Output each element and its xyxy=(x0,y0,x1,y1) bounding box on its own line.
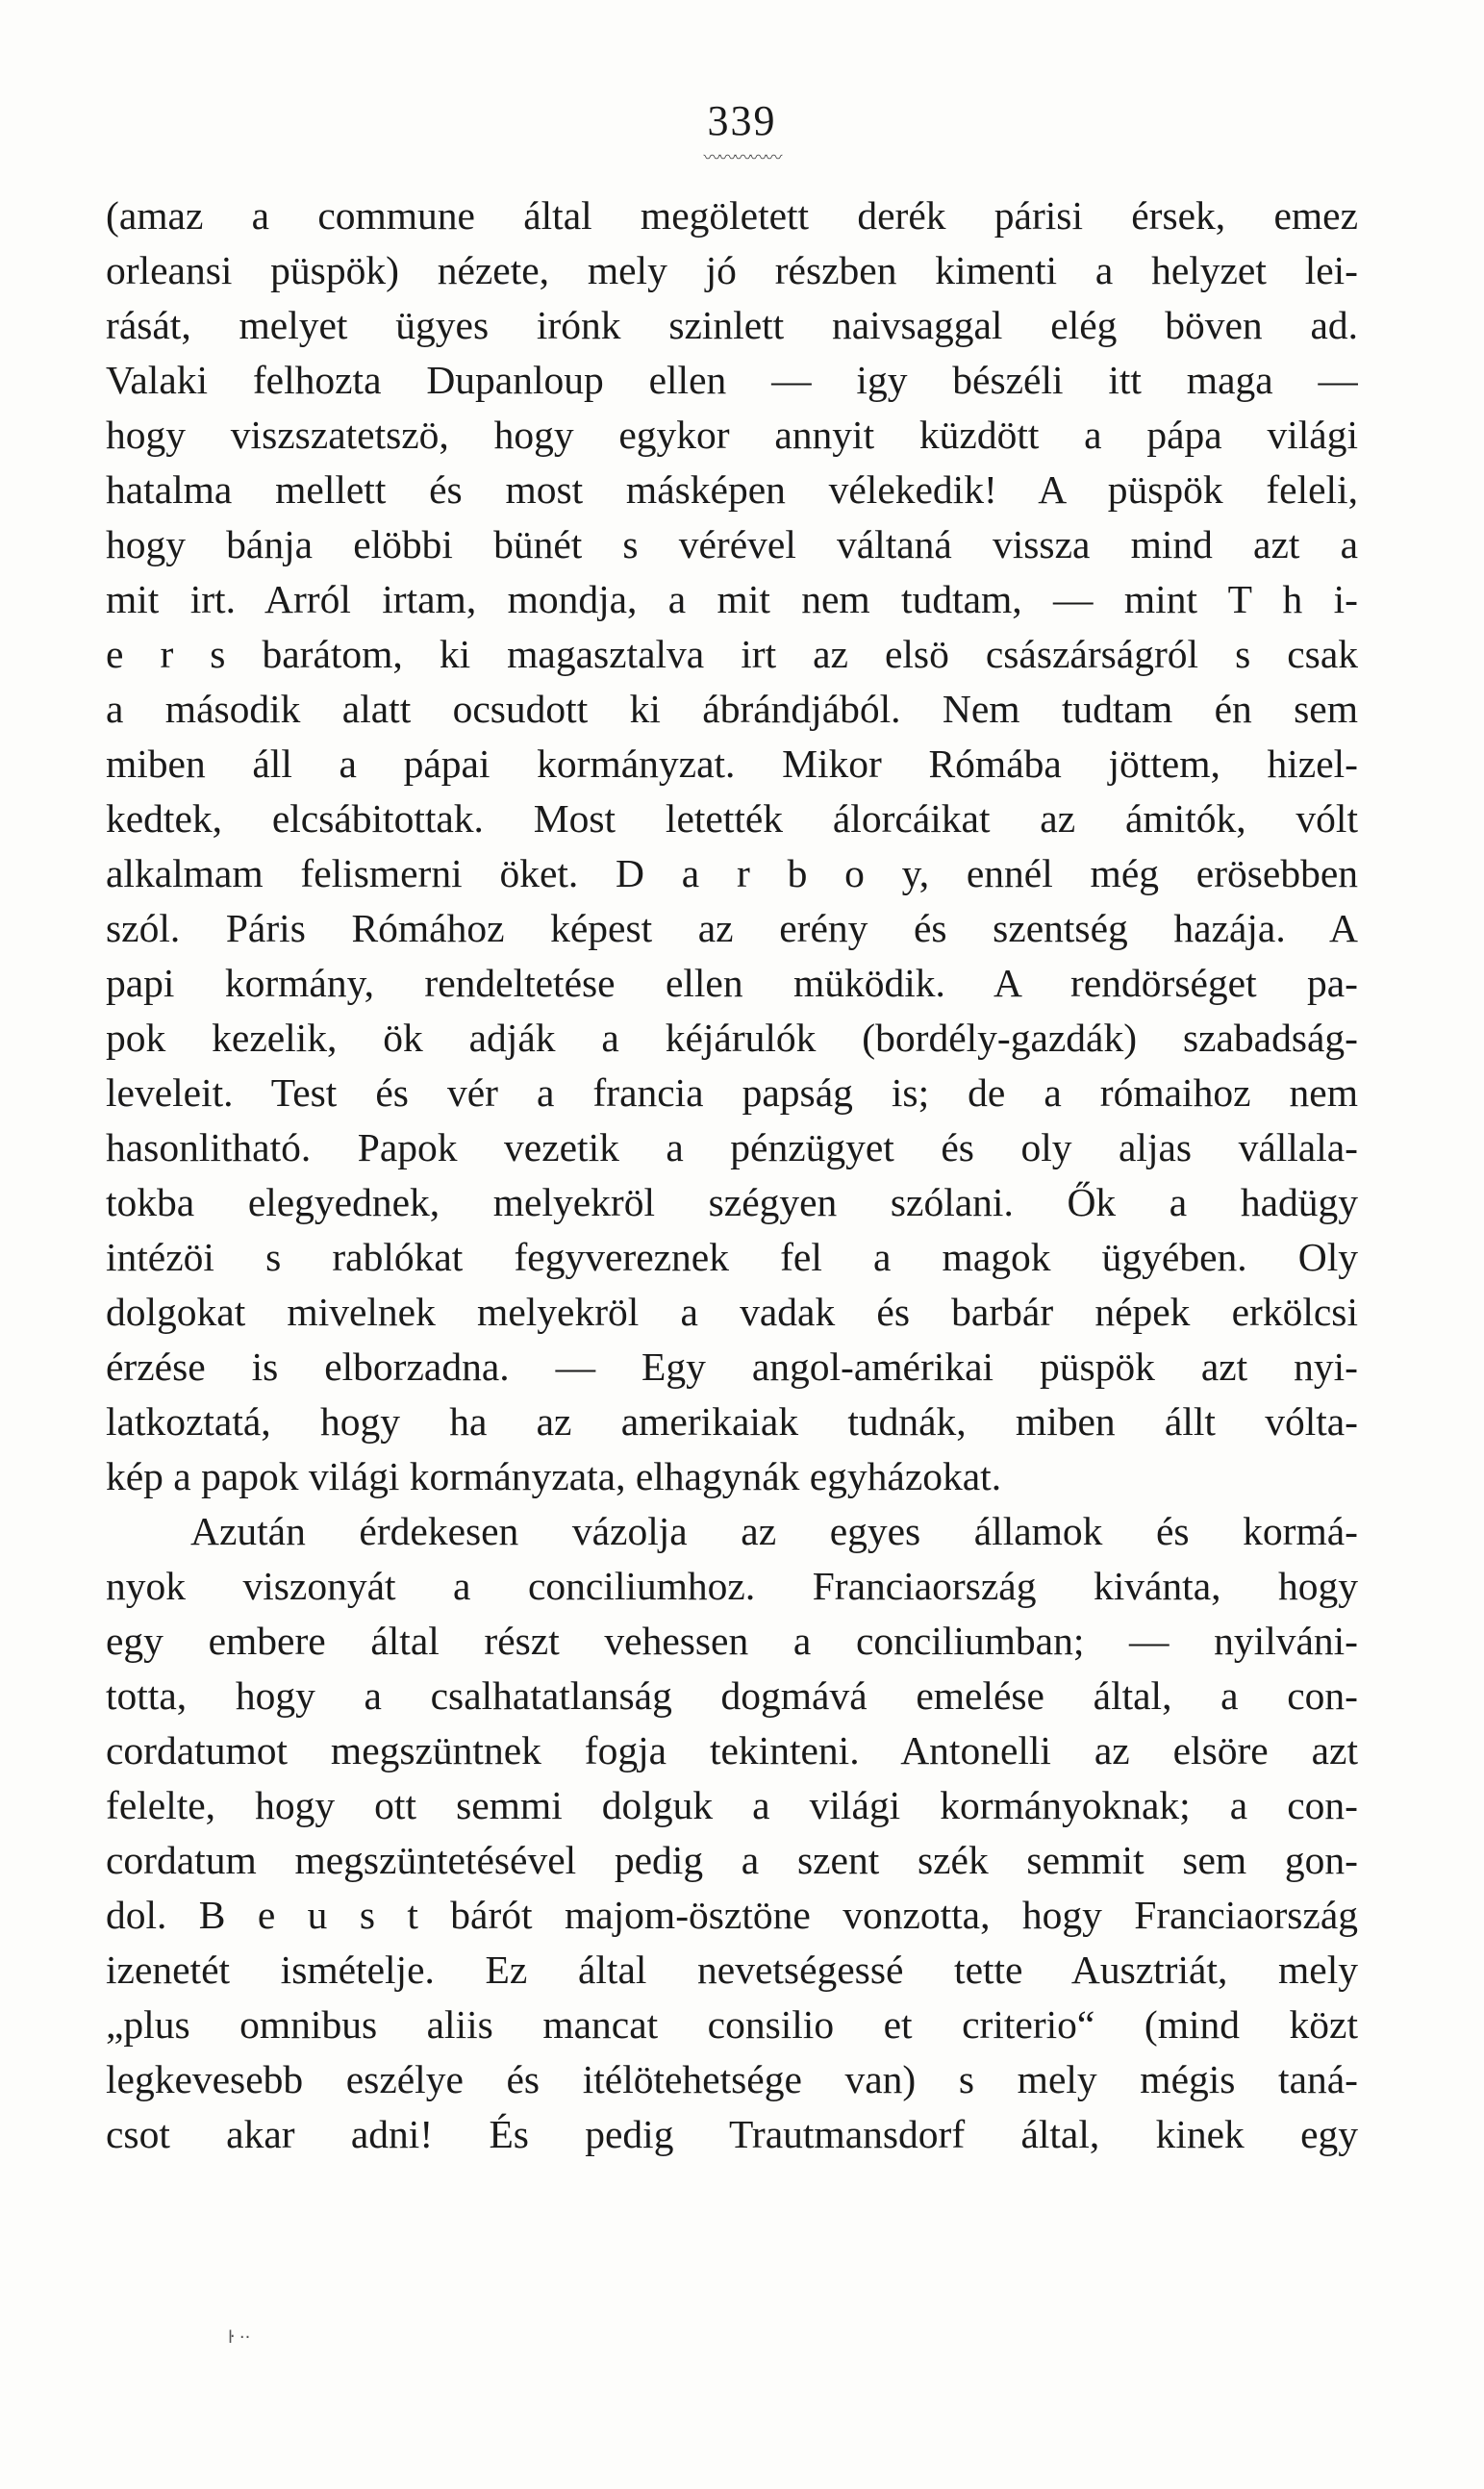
text-line: Valaki felhozta Dupanloup ellen — igy bészéli itt maga — xyxy=(106,358,1358,402)
text-line: izenetét ismételje. Ez által nevetségessé tette Ausztriát, mely xyxy=(106,1948,1358,1992)
text-line: (amaz a commune által megöletett derék párisi érsek, emez xyxy=(106,193,1358,238)
text-line: mit irt. Arról irtam, mondja, a mit nem tudtam, — mint T h i- xyxy=(106,577,1358,621)
text-line: alkalmam felismerni öket. D a r b o y, ennél még erösebben xyxy=(106,851,1358,895)
text-line: hatalma mellett és most másképen vélekedik! A püspök feleli, xyxy=(106,467,1358,512)
text-line: érzése is elborzadna. — Egy angol-amérikai püspök azt nyi- xyxy=(106,1345,1358,1389)
text-line: dolgokat mivelnek melyekröl a vadak és barbár népek erkölcsi xyxy=(106,1290,1358,1334)
text-line-paragraph-start: Azután érdekesen vázolja az egyes államok és kormá- xyxy=(190,1509,1358,1553)
text-line: csot akar adni! És pedig Trautmansdorf által, kinek egy xyxy=(106,2112,1358,2156)
text-line: „plus omnibus aliis mancat consilio et criterio“ (mind közt xyxy=(106,2002,1358,2047)
text-line: felelte, hogy ott semmi dolguk a világi kormányoknak; a con- xyxy=(106,1783,1358,1827)
text-line: szól. Páris Rómához képest az erény és szentség hazája. A xyxy=(106,906,1358,950)
text-line: leveleit. Test és vér a francia papság is; de a rómaihoz nem xyxy=(106,1070,1358,1115)
text-line: kedtek, elcsábitottak. Most letették álorcáikat az ámitók, vólt xyxy=(106,796,1358,841)
text-line: rását, melyet ügyes irónk szinlett naivsaggal elég böven ad. xyxy=(106,303,1358,347)
text-line: legkevesebb eszélye és itélötehetsége van) s mely mégis taná- xyxy=(106,2057,1358,2101)
text-line: papi kormány, rendeltetése ellen müködik. A rendörséget pa- xyxy=(106,961,1358,1005)
page-number-ornament: 〰〰〰〰〰 xyxy=(703,148,781,168)
text-line: cordatumot megszüntnek fogja tekinteni. Antonelli az elsöre azt xyxy=(106,1728,1358,1772)
text-line: kép a papok világi kormányzata, elhagynák egyházokat. xyxy=(106,1454,1002,1498)
text-line: hogy viszszatetszö, hogy egykor annyit küzdött a pápa világi xyxy=(106,413,1358,457)
text-line: totta, hogy a csalhatatlanság dogmává emelése által, a con- xyxy=(106,1673,1358,1718)
text-line: a második alatt ocsudott ki ábrándjából. Nem tudtam én sem xyxy=(106,687,1358,731)
text-line: pok kezelik, ök adják a kéjárulók (bordély-gazdák) szabadság- xyxy=(106,1016,1358,1060)
text-line: egy embere által részt vehessen a conciliumban; — nyilváni- xyxy=(106,1619,1358,1663)
text-line: dol. B e u s t bárót majom-ösztöne vonzotta, hogy Franciaország xyxy=(106,1893,1358,1937)
text-line: tokba elegyednek, melyekröl szégyen szólani. Ők a hadügy xyxy=(106,1180,1358,1224)
text-line: miben áll a pápai kormányzat. Mikor Rómába jöttem, hizel- xyxy=(106,742,1358,786)
text-line: orleansi püspök) nézete, mely jó részben kimenti a helyzet lei- xyxy=(106,248,1358,292)
text-line: e r s barátom, ki magasztalva irt az elsö császárságról s csak xyxy=(106,632,1358,676)
text-line: latkoztatá, hogy ha az amerikaiak tudnák, miben állt vólta- xyxy=(106,1399,1358,1444)
text-line: cordatum megszüntetésével pedig a szent szék semmit sem gon- xyxy=(106,1838,1358,1882)
text-line: intézöi s rablókat fegyvereznek fel a magok ügyében. Oly xyxy=(106,1235,1358,1279)
text-line: hogy bánja elöbbi bünét s vérével váltaná vissza mind azt a xyxy=(106,522,1358,566)
text-line: hasonlitható. Papok vezetik a pénzügyet és oly aljas vállala- xyxy=(106,1125,1358,1169)
text-line: nyok viszonyát a conciliumhoz. Franciaország kivánta, hogy xyxy=(106,1564,1358,1608)
printer-mark: ŀ ·· xyxy=(228,2327,251,2348)
page-number: 339 xyxy=(707,97,777,144)
body-text xyxy=(106,189,1358,2162)
